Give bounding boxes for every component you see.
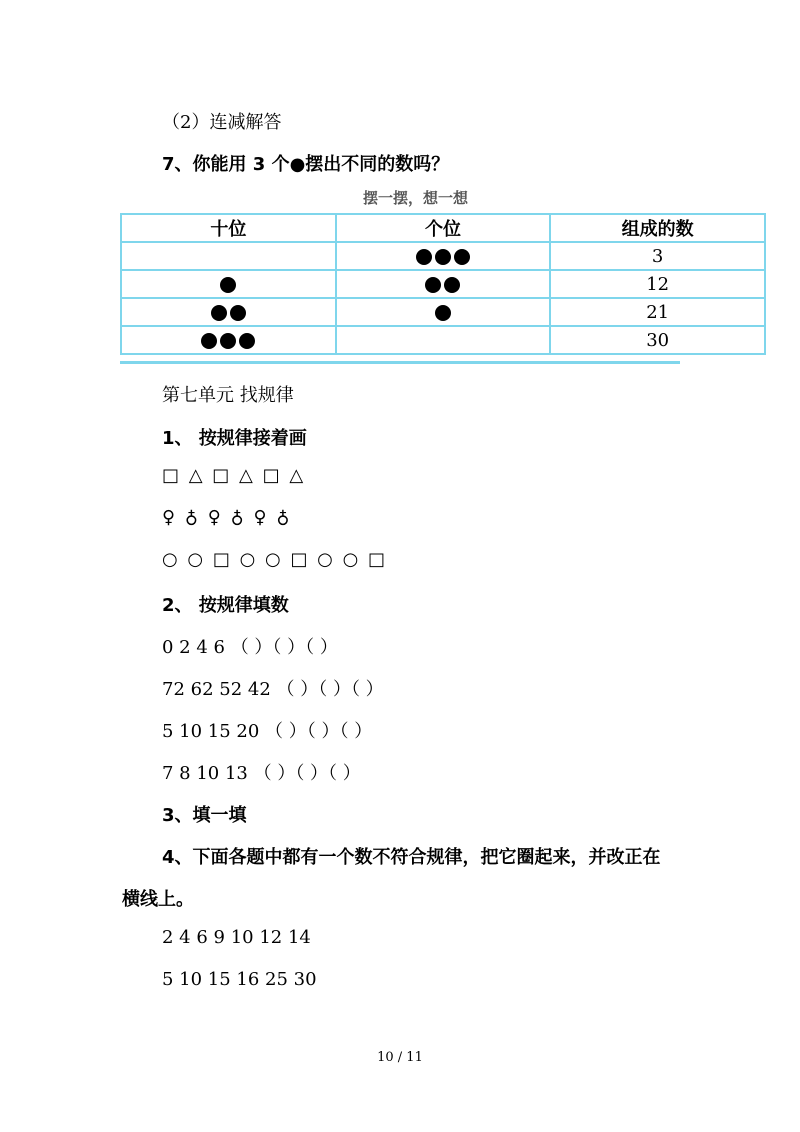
ones-cell bbox=[336, 242, 551, 270]
unit7-q4-title-line1: 4、下面各题中都有一个数不符合规律，把它圈起来，并改正在 bbox=[162, 847, 661, 868]
table-row bbox=[121, 242, 765, 270]
section-subtitle: （2）连减解答 bbox=[162, 112, 282, 133]
number-cell: 30 bbox=[550, 326, 765, 354]
number-cell: 21 bbox=[550, 298, 765, 326]
dot-icon bbox=[435, 249, 451, 265]
unit7-q4-title-line2: 横线上。 bbox=[122, 889, 194, 910]
number-sequence: 0 2 4 6 （ ）（ ）（ ） bbox=[162, 637, 338, 658]
dot-icon bbox=[201, 333, 217, 349]
tens-cell bbox=[121, 298, 336, 326]
tens-cell bbox=[121, 242, 336, 270]
unit7-title: 第七单元 找规律 bbox=[162, 385, 294, 406]
table-header-row bbox=[121, 214, 765, 242]
number-sequence: 2 4 6 9 10 12 14 bbox=[162, 927, 311, 948]
pattern-line-symbols: ♀ ♁ ♀ ♁ ♀ ♁ bbox=[162, 507, 292, 528]
dot-number-table bbox=[120, 213, 766, 355]
dot-icon bbox=[239, 333, 255, 349]
number-sequence: 5 10 15 20 （ ）（ ）（ ） bbox=[162, 721, 373, 742]
q7-title: 7、你能用 3 个●摆出不同的数吗？ bbox=[162, 154, 450, 175]
tens-dots bbox=[220, 277, 236, 293]
dot-icon bbox=[220, 277, 236, 293]
dot-icon bbox=[211, 305, 227, 321]
header-tens: 十位 bbox=[121, 214, 336, 242]
table-row bbox=[121, 298, 765, 326]
tens-dots bbox=[211, 305, 246, 321]
unit7-q2-title: 2、 按规律填数 bbox=[162, 595, 289, 616]
table-caption: 摆一摆，想一想 bbox=[363, 189, 469, 207]
number-sequence: 72 62 52 42 （ ）（ ）（ ） bbox=[162, 679, 384, 700]
ones-dots bbox=[435, 305, 451, 321]
dot-icon bbox=[416, 249, 432, 265]
table-row bbox=[121, 270, 765, 298]
unit7-q3-title: 3、填一填 bbox=[162, 805, 247, 826]
ones-cell bbox=[336, 298, 551, 326]
page-number: 10 / 11 bbox=[377, 1050, 423, 1065]
tens-cell bbox=[121, 326, 336, 354]
dot-icon bbox=[425, 277, 441, 293]
ones-cell bbox=[336, 326, 551, 354]
dot-icon bbox=[454, 249, 470, 265]
number-sequence: 7 8 10 13 （ ）（ ）（ ） bbox=[162, 763, 361, 784]
dot-icon bbox=[435, 305, 451, 321]
pattern-line-circles: ○ ○ □ ○ ○ □ ○ ○ □ bbox=[162, 549, 388, 570]
header-ones: 个位 bbox=[336, 214, 551, 242]
ones-cell bbox=[336, 270, 551, 298]
dot-icon bbox=[220, 333, 236, 349]
number-sequence: 5 10 15 16 25 30 bbox=[162, 969, 317, 990]
unit7-q1-title: 1、 按规律接着画 bbox=[162, 428, 307, 449]
number-cell: 12 bbox=[550, 270, 765, 298]
table-row bbox=[121, 326, 765, 354]
table-bottom-divider bbox=[120, 361, 680, 364]
tens-dots bbox=[201, 333, 255, 349]
tens-cell bbox=[121, 270, 336, 298]
pattern-line-shapes: □ △ □ △ □ △ bbox=[162, 465, 306, 486]
dot-icon bbox=[230, 305, 246, 321]
ones-dots bbox=[425, 277, 460, 293]
header-number: 组成的数 bbox=[550, 214, 765, 242]
dot-icon bbox=[444, 277, 460, 293]
number-cell: 3 bbox=[550, 242, 765, 270]
ones-dots bbox=[416, 249, 470, 265]
